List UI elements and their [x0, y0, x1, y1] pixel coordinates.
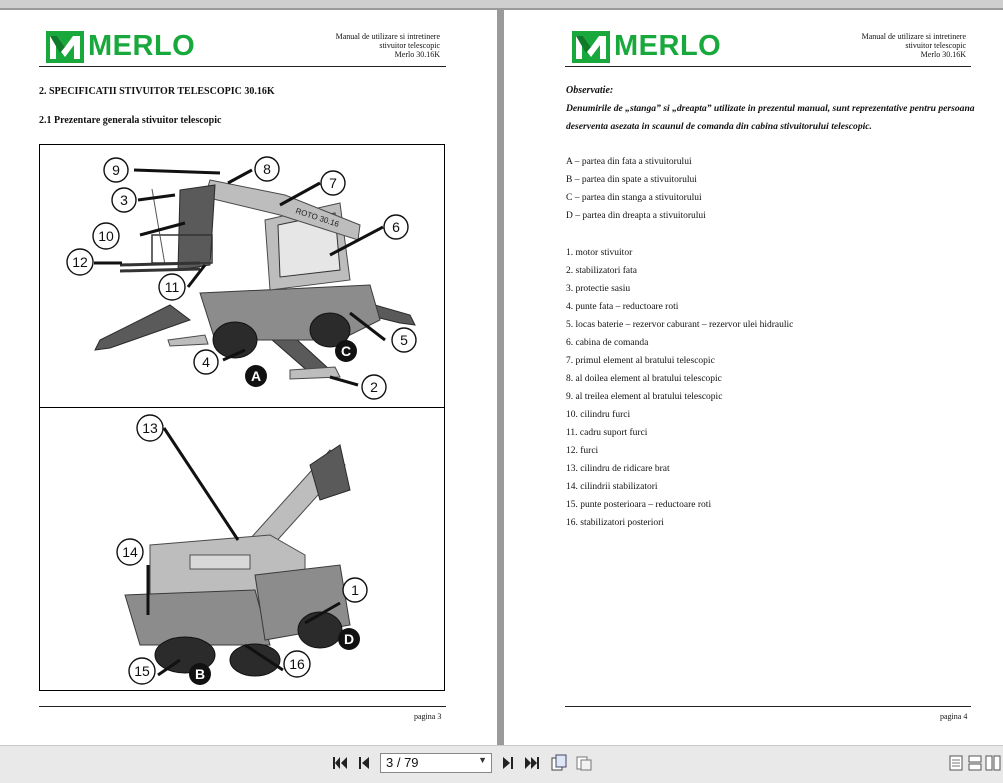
- figure-label-11: [159, 274, 185, 300]
- merlo-logo-icon: [46, 31, 84, 63]
- figure-label-13: [137, 415, 163, 441]
- header-line-2: stivuitor telescopic: [379, 41, 440, 50]
- figure-label-9: [104, 158, 128, 182]
- subsection-title: 2.1 Prezentare generala stivuitor telescopic: [39, 115, 222, 126]
- page-selector[interactable]: [380, 753, 492, 773]
- viewer-top-strip: [0, 0, 1003, 8]
- figure-label-3: [112, 188, 136, 212]
- header-line-3: Merlo 30.16K: [394, 50, 440, 59]
- page-number: pagina 4: [940, 712, 968, 721]
- facing-view-icon[interactable]: [984, 754, 1002, 772]
- svg-text:14: 14: [122, 544, 138, 560]
- figure-label-2: [362, 375, 386, 399]
- document-page-4: [504, 10, 1003, 745]
- list-item: 16. stabilizatori posteriori: [566, 518, 664, 528]
- svg-text:2: 2: [370, 379, 378, 395]
- list-item: 1. motor stivuitor: [566, 248, 633, 258]
- note-title: Observatie:: [566, 85, 614, 96]
- page-dropdown-icon[interactable]: ▼: [478, 755, 487, 765]
- note-body: Denumirile de „stanga” si „dreapta” utilizate in prezentul manual, sunt reprezentative pentru persoana deserventa asezata in scaunul de comanda din cabina stivuitorului telescopic.: [566, 103, 975, 132]
- header-line-3: Merlo 30.16K: [920, 50, 966, 59]
- svg-text:7: 7: [329, 175, 337, 191]
- svg-text:13: 13: [142, 420, 158, 436]
- svg-text:12: 12: [72, 254, 88, 270]
- list-item: 10. cilindru furci: [566, 410, 631, 420]
- side-marker-B: [189, 663, 211, 685]
- svg-text:B: B: [194, 666, 206, 682]
- list-item: 2. stabilizatori fata: [566, 266, 637, 276]
- machine-figure: [39, 144, 445, 691]
- logo-text: MERLO: [614, 30, 722, 62]
- side-marker-D: [338, 628, 360, 650]
- footer-rule: [39, 706, 446, 707]
- rotate-view-icon[interactable]: [550, 754, 568, 772]
- svg-text:ROTO 30.16: ROTO 30.16: [294, 206, 341, 229]
- list-item: 11. cadru suport furci: [566, 428, 648, 438]
- side-marker-C: [335, 340, 357, 362]
- svg-text:9: 9: [112, 162, 120, 178]
- svg-text:D: D: [343, 631, 355, 647]
- header-rule: [565, 66, 971, 67]
- figure-label-12: [67, 249, 93, 275]
- figure-label-7: [321, 171, 345, 195]
- svg-text:15: 15: [134, 663, 150, 679]
- list-item: C – partea din stanga a stivuitorului: [566, 193, 702, 203]
- figure-label-14: [117, 539, 143, 565]
- document-page-3: [0, 10, 497, 745]
- list-item: B – partea din spate a stivuitorului: [566, 175, 697, 185]
- figure-label-1: [343, 578, 367, 602]
- section-title: 2. SPECIFICATII STIVUITOR TELESCOPIC 30.16K: [39, 86, 275, 97]
- list-item: 9. al treilea element al bratului telescopic: [566, 392, 723, 402]
- svg-text:8: 8: [263, 161, 271, 177]
- list-item: 8. al doilea element al bratului telescopic: [566, 374, 722, 384]
- side-marker-A: [245, 365, 267, 387]
- list-item: 13. cilindru de ridicare brat: [566, 464, 670, 474]
- list-item: D – partea din dreapta a stivuitorului: [566, 211, 706, 221]
- figure-label-8: [255, 157, 279, 181]
- first-page-icon[interactable]: [331, 754, 349, 772]
- header-line-2: stivuitor telescopic: [905, 41, 966, 50]
- page-header-info: [300, 32, 440, 59]
- list-item: 7. primul element al bratului telescopic: [566, 356, 715, 366]
- list-item: 12. furci: [566, 446, 599, 456]
- merlo-logo-icon: [572, 31, 610, 63]
- footer-rule: [565, 706, 971, 707]
- next-page-icon[interactable]: [499, 754, 517, 772]
- previous-page-icon[interactable]: [355, 754, 373, 772]
- merlo-logo: [572, 30, 721, 63]
- viewer-toolbar: [0, 745, 1003, 783]
- svg-text:1: 1: [351, 582, 359, 598]
- page-indicator: 3 / 79: [386, 755, 419, 770]
- list-item: 3. protectie sasiu: [566, 284, 631, 294]
- svg-text:5: 5: [400, 332, 408, 348]
- telehandler-front-drawing: [95, 180, 415, 379]
- figure-label-15: [129, 658, 155, 684]
- svg-text:3: 3: [120, 192, 128, 208]
- header-line-1: Manual de utilizare si intretinere: [335, 32, 440, 41]
- svg-text:6: 6: [392, 219, 400, 235]
- last-page-icon[interactable]: [523, 754, 541, 772]
- svg-text:A: A: [250, 368, 262, 384]
- svg-text:16: 16: [289, 656, 305, 672]
- parts-list: [566, 244, 793, 532]
- header-line-1: Manual de utilizare si intretinere: [861, 32, 966, 41]
- continuous-view-icon[interactable]: [966, 754, 984, 772]
- machine-illustration: [40, 145, 444, 690]
- svg-text:C: C: [340, 343, 352, 359]
- figure-label-5: [392, 328, 416, 352]
- telehandler-rear-drawing: [125, 445, 350, 676]
- svg-text:10: 10: [98, 228, 114, 244]
- list-item: 15. punte posterioara – reductoare roti: [566, 500, 712, 510]
- list-item: 5. locas baterie – rezervor caburant – rezervor ulei hidraulic: [566, 320, 794, 330]
- figure-label-6: [384, 215, 408, 239]
- svg-text:11: 11: [164, 279, 180, 295]
- figure-label-16: [284, 651, 310, 677]
- logo-text: MERLO: [88, 30, 196, 62]
- page-number: pagina 3: [414, 712, 442, 721]
- list-item: A – partea din fata a stivuitorului: [566, 157, 692, 167]
- list-item: 14. cilindrii stabilizatori: [566, 482, 658, 492]
- list-item: 6. cabina de comanda: [566, 338, 649, 348]
- list-item: 4. punte fata – reductoare roti: [566, 302, 679, 312]
- sides-list: [566, 153, 706, 225]
- header-rule: [39, 66, 446, 67]
- figure-label-4: [194, 350, 218, 374]
- svg-text:4: 4: [202, 354, 210, 370]
- merlo-logo: [46, 30, 195, 63]
- single-page-view-icon[interactable]: [947, 754, 965, 772]
- page-header-info: [826, 32, 966, 59]
- figure-label-10: [93, 223, 119, 249]
- copy-view-icon[interactable]: [575, 754, 593, 772]
